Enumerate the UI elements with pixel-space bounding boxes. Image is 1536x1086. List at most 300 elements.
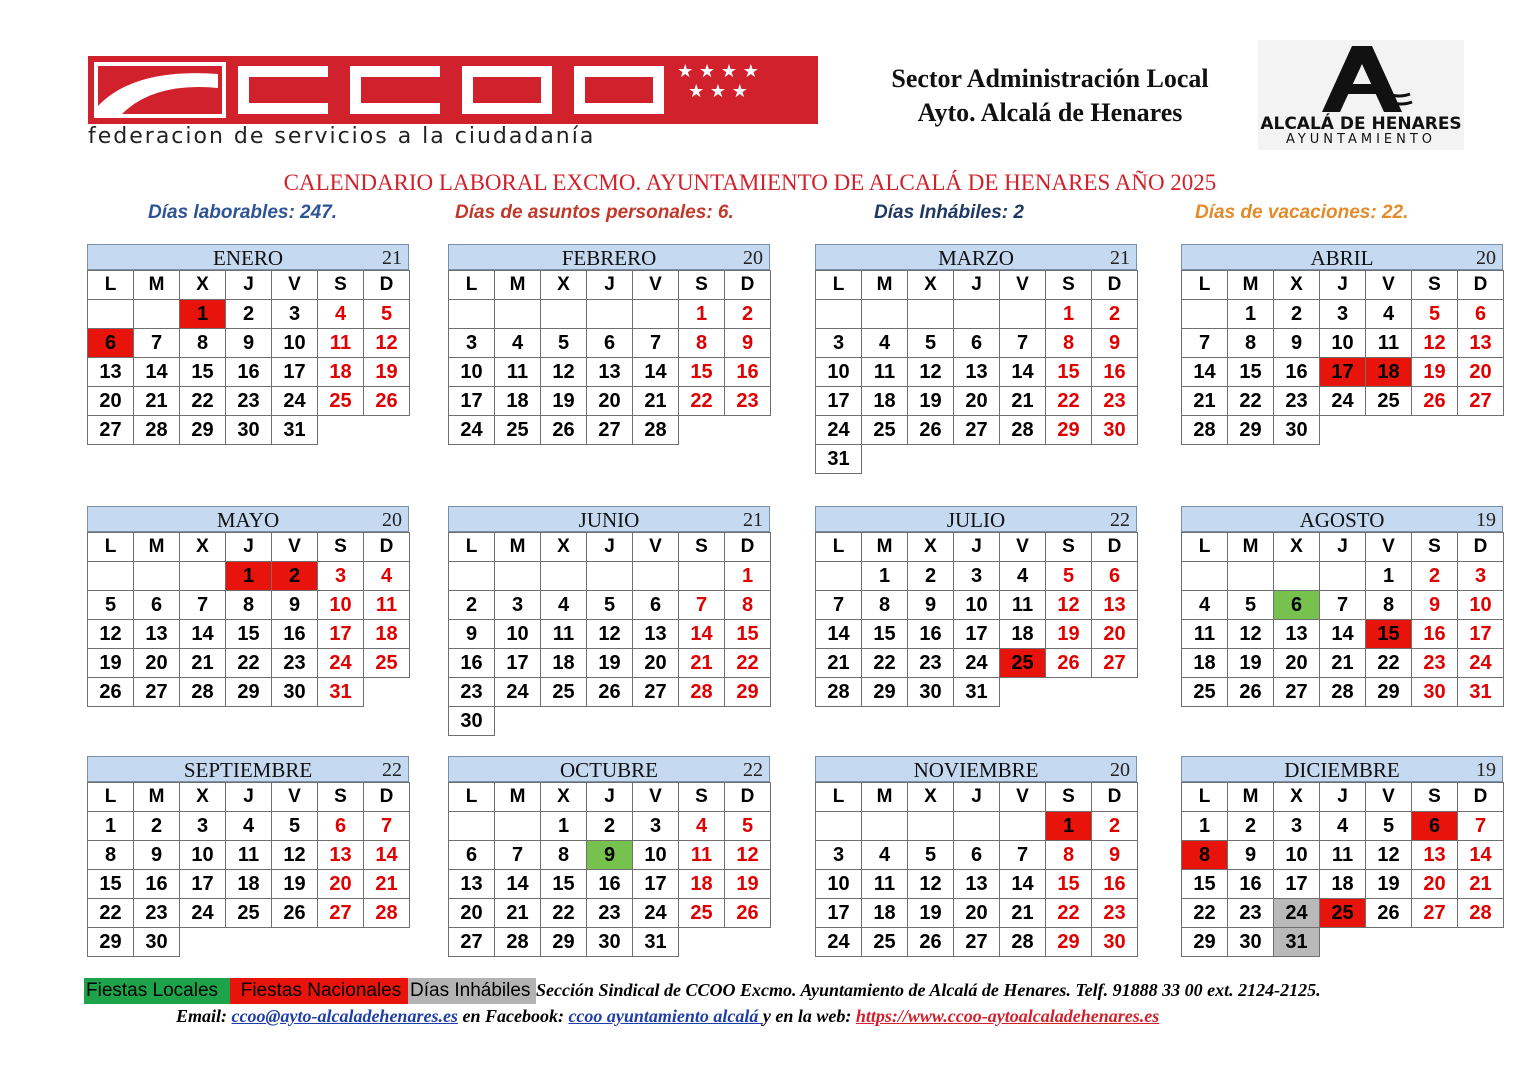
day-cell: 22 [225,648,272,678]
day-cell: 30 [133,927,180,957]
day-cell: 29 [1181,927,1228,957]
weekday-header: L [815,782,862,812]
weekday-header: D [724,782,771,812]
day-cell: 1 [724,561,771,591]
day-cell: 30 [1273,415,1320,445]
day-cell: 9 [724,328,771,358]
day-cell: 2 [1411,561,1458,591]
day-cell: 10 [448,357,495,387]
day-cell: 26 [1365,898,1412,928]
day-cell: 25 [225,898,272,928]
day-cell: 12 [540,357,587,387]
month-grid [1181,782,1503,956]
day-cell: 22 [1365,648,1412,678]
day-cell: 25 [540,677,587,707]
day-cell: 19 [907,898,954,928]
day-cell: 17 [953,619,1000,649]
month-header [815,506,1137,532]
day-cell: 24 [271,386,318,416]
day-cell: 28 [494,927,541,957]
month-working-days-count: 21 [382,247,402,269]
month-working-days-count: 22 [1110,509,1130,531]
day-cell: 12 [1365,840,1412,870]
day-cell: 8 [540,840,587,870]
weekday-header: V [271,270,318,300]
day-cell: 16 [225,357,272,387]
day-cell: 17 [815,386,862,416]
weekday-header: D [1091,270,1138,300]
weekday-header: S [317,532,364,562]
legend-national-holidays: Fiestas Nacionales [230,978,412,1004]
empty-cell [861,299,908,329]
day-cell: 7 [632,328,679,358]
weekday-header: D [724,270,771,300]
day-cell: 28 [1319,677,1366,707]
weekday-header: X [540,532,587,562]
empty-cell [999,811,1046,841]
day-cell: 3 [1273,811,1320,841]
day-cell: 26 [907,927,954,957]
weekday-header: D [363,532,410,562]
day-cell: 11 [999,590,1046,620]
day-cell: 25 [1319,898,1366,928]
day-cell: 22 [678,386,725,416]
day-cell: 14 [133,357,180,387]
day-cell: 20 [133,648,180,678]
legend-non-working-days: Días Inhábiles [408,978,536,1004]
month-name: FEBRERO [561,246,657,270]
weekday-header: X [1273,270,1320,300]
month-name: NOVIEMBRE [913,758,1039,782]
day-cell: 7 [999,328,1046,358]
day-cell: 27 [448,927,495,957]
day-cell: 10 [815,357,862,387]
day-cell: 13 [953,357,1000,387]
day-cell: 21 [678,648,725,678]
day-cell: 4 [494,328,541,358]
day-cell: 20 [632,648,679,678]
day-cell: 1 [179,299,226,329]
day-cell: 19 [586,648,633,678]
empty-cell [448,811,495,841]
day-cell: 13 [448,869,495,899]
day-cell: 15 [724,619,771,649]
day-cell: 4 [1319,811,1366,841]
web-link[interactable]: https://www.ccoo-aytoalcaladehenares.es [855,1006,1160,1026]
day-cell: 15 [225,619,272,649]
ccoo-letter-c2 [350,66,440,114]
day-cell: 13 [1457,328,1504,358]
day-cell: 24 [317,648,364,678]
day-cell: 22 [1181,898,1228,928]
stat-non-working-days: Días Inhábiles: 2 [874,202,1024,223]
empty-cell [540,561,587,591]
day-cell: 7 [1457,811,1504,841]
day-cell: 20 [953,386,1000,416]
day-cell: 23 [1227,898,1274,928]
day-cell: 12 [907,869,954,899]
day-cell: 25 [1365,386,1412,416]
day-cell: 11 [225,840,272,870]
day-cell: 12 [586,619,633,649]
month-header [1181,244,1503,270]
month-grid [448,532,770,735]
month-grid [815,532,1137,706]
day-cell: 7 [1319,590,1366,620]
empty-cell [632,561,679,591]
month-noviembre [815,756,1137,956]
email-link[interactable]: ccoo@ayto-alcaladehenares.es [231,1006,458,1026]
empty-cell [1181,299,1228,329]
day-cell: 9 [1411,590,1458,620]
day-cell: 5 [87,590,134,620]
weekday-header: S [678,782,725,812]
day-cell: 21 [1457,869,1504,899]
day-cell: 11 [1181,619,1228,649]
day-cell: 6 [1411,811,1458,841]
day-cell: 29 [179,415,226,445]
day-cell: 11 [678,840,725,870]
day-cell: 28 [999,927,1046,957]
day-cell: 18 [999,619,1046,649]
day-cell: 30 [907,677,954,707]
weekday-header: L [87,782,134,812]
day-cell: 1 [1045,811,1092,841]
weekday-header: M [494,532,541,562]
sector-line-2: Ayto. Alcalá de Henares [917,98,1183,127]
weekday-header: V [271,782,318,812]
day-cell: 5 [586,590,633,620]
day-cell: 29 [1365,677,1412,707]
day-cell: 18 [678,869,725,899]
empty-cell [632,299,679,329]
month-name: ABRIL [1310,246,1374,270]
month-header [448,506,770,532]
day-cell: 24 [632,898,679,928]
month-working-days-count: 19 [1476,509,1496,531]
alcala-logo [1258,40,1464,150]
day-cell: 2 [907,561,954,591]
day-cell: 6 [448,840,495,870]
day-cell: 31 [632,927,679,957]
day-cell: 25 [678,898,725,928]
empty-cell [87,561,134,591]
day-cell: 22 [87,898,134,928]
day-cell: 15 [1227,357,1274,387]
weekday-header: V [1365,782,1412,812]
day-cell: 9 [448,619,495,649]
month-grid [1181,532,1503,706]
weekday-header: D [1457,532,1504,562]
day-cell: 3 [317,561,364,591]
day-cell: 9 [133,840,180,870]
day-cell: 27 [586,415,633,445]
day-cell: 4 [861,840,908,870]
day-cell: 19 [1411,357,1458,387]
weekday-header: S [1045,270,1092,300]
month-septiembre [87,756,409,956]
day-cell: 18 [363,619,410,649]
day-cell: 14 [632,357,679,387]
day-cell: 18 [494,386,541,416]
empty-cell [494,811,541,841]
day-cell: 8 [861,590,908,620]
day-cell: 28 [1181,415,1228,445]
empty-cell [907,811,954,841]
day-cell: 2 [586,811,633,841]
day-cell: 3 [632,811,679,841]
day-cell: 22 [179,386,226,416]
day-cell: 10 [317,590,364,620]
day-cell: 4 [678,811,725,841]
day-cell: 18 [540,648,587,678]
weekday-header: V [632,270,679,300]
month-working-days-count: 22 [743,759,763,781]
day-cell: 20 [586,386,633,416]
day-cell: 17 [271,357,318,387]
empty-cell [586,561,633,591]
day-cell: 29 [1045,415,1092,445]
day-cell: 21 [179,648,226,678]
day-cell: 10 [953,590,1000,620]
weekday-header: V [999,532,1046,562]
month-name: SEPTIEMBRE [183,758,313,782]
day-cell: 30 [271,677,318,707]
day-cell: 17 [1457,619,1504,649]
day-cell: 4 [317,299,364,329]
day-cell: 18 [861,898,908,928]
day-cell: 23 [586,898,633,928]
day-cell: 7 [815,590,862,620]
day-cell: 2 [1273,299,1320,329]
day-cell: 14 [815,619,862,649]
day-cell: 31 [1457,677,1504,707]
day-cell: 20 [1273,648,1320,678]
day-cell: 4 [1181,590,1228,620]
alcala-a-icon [1310,44,1414,114]
day-cell: 20 [1457,357,1504,387]
day-cell: 13 [586,357,633,387]
day-cell: 1 [87,811,134,841]
month-header [87,244,409,270]
day-cell: 3 [271,299,318,329]
weekday-header: M [133,782,180,812]
weekday-header: L [87,270,134,300]
day-cell: 27 [1091,648,1138,678]
day-cell: 31 [317,677,364,707]
ccoo-letter-o1 [462,66,552,114]
day-cell: 1 [678,299,725,329]
day-cell: 8 [1365,590,1412,620]
day-cell: 18 [317,357,364,387]
day-cell: 7 [678,590,725,620]
day-cell: 27 [953,415,1000,445]
day-cell: 23 [271,648,318,678]
weekday-header: V [632,532,679,562]
day-cell: 17 [1273,869,1320,899]
stat-vacation-days: Días de vacaciones: 22. [1195,202,1409,223]
day-cell: 4 [999,561,1046,591]
weekday-header: X [1273,532,1320,562]
empty-cell [1273,561,1320,591]
day-cell: 8 [724,590,771,620]
empty-cell [999,299,1046,329]
day-cell: 21 [133,386,180,416]
day-cell: 10 [494,619,541,649]
day-cell: 17 [494,648,541,678]
day-cell: 25 [861,415,908,445]
day-cell: 15 [678,357,725,387]
weekday-header: X [1273,782,1320,812]
day-cell: 15 [179,357,226,387]
day-cell: 1 [1365,561,1412,591]
day-cell: 12 [363,328,410,358]
day-cell: 20 [448,898,495,928]
weekday-header: X [179,270,226,300]
weekday-header: S [317,270,364,300]
day-cell: 24 [179,898,226,928]
day-cell: 3 [953,561,1000,591]
day-cell: 21 [1319,648,1366,678]
month-working-days-count: 20 [382,509,402,531]
empty-cell [953,811,1000,841]
day-cell: 23 [225,386,272,416]
weekday-header: L [448,270,495,300]
day-cell: 9 [586,840,633,870]
day-cell: 21 [494,898,541,928]
day-cell: 25 [317,386,364,416]
day-cell: 19 [1227,648,1274,678]
day-cell: 25 [861,927,908,957]
day-cell: 23 [907,648,954,678]
day-cell: 7 [133,328,180,358]
day-cell: 5 [907,328,954,358]
weekday-header: D [363,270,410,300]
month-name: JUNIO [578,508,640,532]
weekday-header: L [815,532,862,562]
day-cell: 12 [724,840,771,870]
day-cell: 1 [540,811,587,841]
day-cell: 20 [1411,869,1458,899]
day-cell: 28 [678,677,725,707]
month-working-days-count: 22 [382,759,402,781]
day-cell: 17 [815,898,862,928]
day-cell: 21 [1181,386,1228,416]
day-cell: 4 [225,811,272,841]
day-cell: 18 [225,869,272,899]
day-cell: 8 [179,328,226,358]
day-cell: 5 [363,299,410,329]
day-cell: 6 [133,590,180,620]
day-cell: 22 [1045,386,1092,416]
day-cell: 3 [179,811,226,841]
day-cell: 27 [133,677,180,707]
day-cell: 8 [678,328,725,358]
month-working-days-count: 20 [1476,247,1496,269]
sector-line-1: Sector Administración Local [891,64,1209,93]
month-abril [1181,244,1503,444]
sector-heading [860,62,1240,130]
day-cell: 21 [999,898,1046,928]
day-cell: 6 [87,328,134,358]
day-cell: 15 [861,619,908,649]
weekday-header: D [1457,782,1504,812]
day-cell: 2 [1091,811,1138,841]
weekday-header: M [1227,782,1274,812]
day-cell: 2 [1091,299,1138,329]
weekday-header: X [540,782,587,812]
weekday-header: X [907,782,954,812]
ccoo-logo-icon [94,62,226,118]
facebook-link[interactable]: ccoo ayuntamiento alcalá [568,1006,763,1026]
day-cell: 6 [586,328,633,358]
month-name: MAYO [216,508,280,532]
day-cell: 28 [632,415,679,445]
empty-cell [133,299,180,329]
weekday-header: L [1181,270,1228,300]
month-mayo [87,506,409,706]
day-cell: 13 [133,619,180,649]
day-cell: 29 [1227,415,1274,445]
day-cell: 20 [1091,619,1138,649]
weekday-header: M [861,782,908,812]
month-name: AGOSTO [1299,508,1385,532]
month-febrero [448,244,770,444]
day-cell: 9 [907,590,954,620]
day-cell: 11 [494,357,541,387]
day-cell: 15 [1365,619,1412,649]
day-cell: 1 [225,561,272,591]
day-cell: 19 [540,386,587,416]
day-cell: 10 [271,328,318,358]
footer-links-line [176,1006,1159,1027]
day-cell: 12 [271,840,318,870]
day-cell: 3 [815,840,862,870]
month-agosto [1181,506,1503,706]
day-cell: 30 [1227,927,1274,957]
day-cell: 19 [1045,619,1092,649]
month-header [815,244,1137,270]
day-cell: 11 [540,619,587,649]
day-cell: 4 [363,561,410,591]
day-cell: 10 [1319,328,1366,358]
day-cell: 22 [540,898,587,928]
day-cell: 27 [1411,898,1458,928]
footer-contact-line: Sección Sindical de CCOO Excmo. Ayuntamiento de Alcalá de Henares. Telf. 91888 33 00 ext. 2124-2125. [536,980,1321,1000]
day-cell: 30 [1091,415,1138,445]
weekday-header: M [133,532,180,562]
day-cell: 18 [1319,869,1366,899]
day-cell: 25 [999,648,1046,678]
day-cell: 21 [999,386,1046,416]
month-grid [815,782,1137,956]
weekday-header: M [861,270,908,300]
day-cell: 28 [179,677,226,707]
day-cell: 12 [1045,590,1092,620]
day-cell: 14 [1457,840,1504,870]
day-cell: 29 [724,677,771,707]
legend-local-holidays: Fiestas Locales [84,978,234,1004]
empty-cell [494,561,541,591]
day-cell: 19 [724,869,771,899]
day-cell: 3 [494,590,541,620]
day-cell: 19 [1365,869,1412,899]
month-julio [815,506,1137,706]
day-cell: 8 [1045,840,1092,870]
day-cell: 27 [87,415,134,445]
day-cell: 16 [1273,357,1320,387]
day-cell: 26 [907,415,954,445]
